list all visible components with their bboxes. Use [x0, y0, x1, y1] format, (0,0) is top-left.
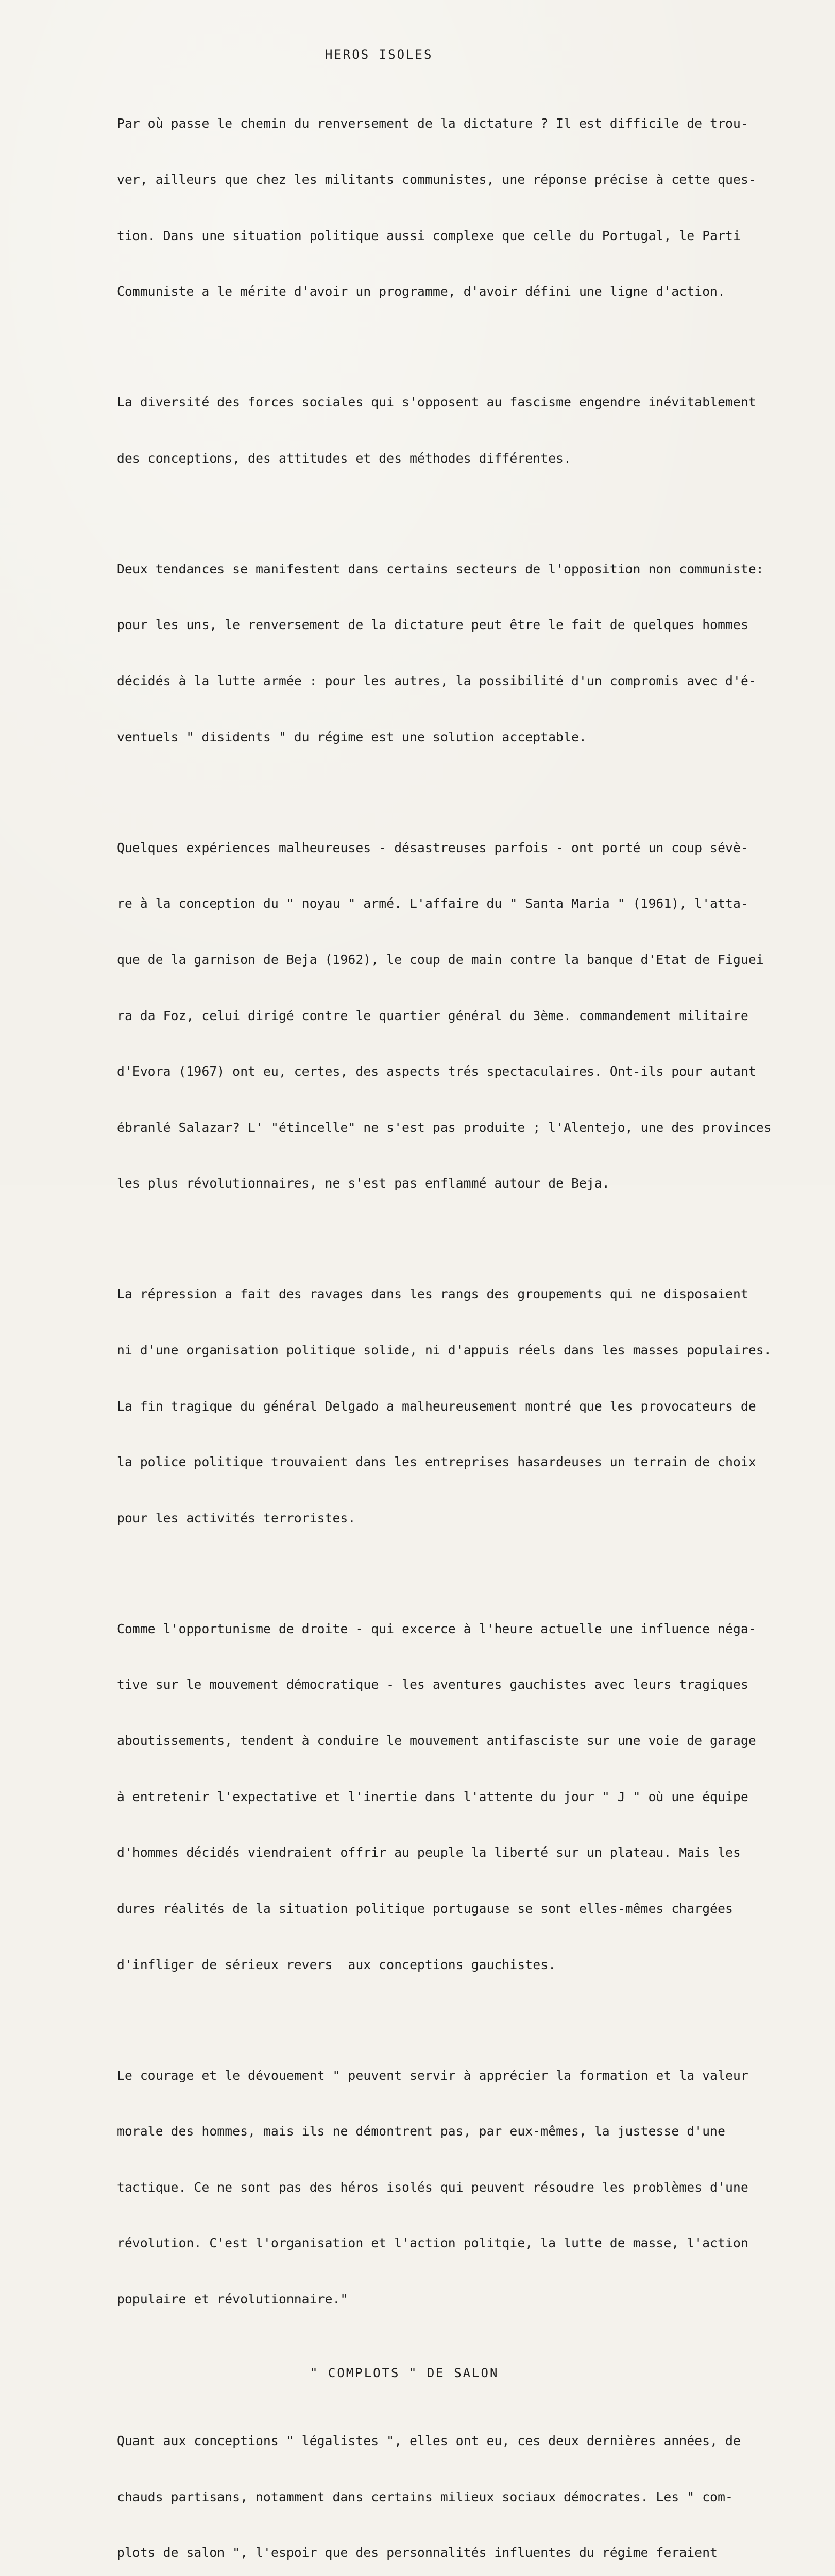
text-line: La fin tragique du général Delgado a malheureusement montré que les provocateurs de: [117, 1398, 756, 1414]
text-line: les plus révolutionnaires, ne s'est pas enflammé autour de Beja.: [117, 1176, 610, 1191]
text-line: des conceptions, des attitudes et des méthodes différentes.: [117, 450, 572, 466]
text-line: plots de salon ", l'espoir que des personnalités influentes du régime feraient: [117, 2545, 718, 2561]
paragraph: [117, 2029, 807, 2346]
text-line: Quant aux conceptions " légalistes ", elles ont eu, ces deux dernières années, de: [117, 2433, 741, 2448]
text-line: révolution. C'est l'organisation et l'action politqie, la lutte de masse, l'action: [117, 2235, 748, 2251]
text-line: La diversité des forces sociales qui s'opposent au fascisme engendre inévitablement: [117, 395, 756, 410]
text-line: que de la garnison de Beja (1962), le coup de main contre la banque d'Etat de Figuei: [117, 952, 764, 967]
text-line: ver, ailleurs que chez les militants communistes, une réponse précise à cette ques-: [117, 172, 756, 188]
section-2-paragraphs: [117, 2395, 807, 2576]
text-line: à entretenir l'expectative et l'inertie dans l'attente du jour " J " où une équipe: [117, 1789, 748, 1804]
paragraph: [117, 356, 807, 505]
paragraph: [117, 1582, 807, 2011]
text-line: Le courage et le dévouement " peuvent servir à apprécier la formation et la valeur: [117, 2067, 748, 2083]
text-line: tion. Dans une situation politique aussi complexe que celle du Portugal, le Parti: [117, 228, 741, 243]
document-body: [117, 45, 807, 2576]
text-line: Comme l'opportunisme de droite - qui excerce à l'heure actuelle une influence néga-: [117, 1621, 756, 1636]
paragraph: [117, 522, 807, 784]
text-line: Quelques expériences malheureuses - désastreuses parfois - ont porté un coup sévè-: [117, 840, 748, 855]
section-title-heros-isoles: HEROS ISOLES: [325, 47, 433, 62]
section-1-paragraphs: [117, 77, 807, 2346]
text-line: aboutissements, tendent à conduire le mouvement antifasciste sur une voie de garage: [117, 1733, 756, 1749]
text-line: ni d'une organisation politique solide, ni d'appuis réels dans les masses populaires.: [117, 1343, 772, 1358]
text-line: ventuels " disidents " du régime est une solution acceptable.: [117, 729, 587, 744]
paragraph: [117, 1248, 807, 1565]
paragraph: [117, 801, 807, 1230]
text-line: d'Evora (1967) ont eu, certes, des aspects trés spectaculaires. Ont-ils pour autant: [117, 1064, 756, 1079]
text-line: re à la conception du " noyau " armé. L'affaire du " Santa Maria " (1961), l'atta-: [117, 896, 748, 911]
text-line: dures réalités de la situation politique portugause se sont elles-mêmes chargées: [117, 1901, 734, 1916]
paragraph: [117, 2395, 807, 2576]
text-line: chauds partisans, notamment dans certains milieux sociaux démocrates. Les " com-: [117, 2489, 734, 2504]
text-line: Communiste a le mérite d'avoir un programme, d'avoir défini une ligne d'action.: [117, 284, 726, 299]
text-line: tactique. Ce ne sont pas des héros isolés qui peuvent résoudre les problèmes d'une: [117, 2179, 748, 2195]
text-line: pour les uns, le renversement de la dictature peut être le fait de quelques hommes: [117, 617, 748, 633]
text-line: ébranlé Salazar? L' "étincelle" ne s'est pas produite ; l'Alentejo, une des provinces: [117, 1120, 772, 1135]
text-line: décidés à la lutte armée : pour les autres, la possibilité d'un compromis avec d'é-: [117, 673, 756, 689]
text-line: Par où passe le chemin du renversement de la dictature ? Il est difficile de trou-: [117, 116, 748, 131]
text-line: morale des hommes, mais ils ne démontrent pas, par eux-mêmes, la justesse d'une: [117, 2124, 726, 2139]
text-line: d'hommes décidés viendraient offrir au peuple la liberté sur un plateau. Mais les: [117, 1845, 741, 1860]
text-line: tive sur le mouvement démocratique - les aventures gauchistes avec leurs tragiques: [117, 1677, 748, 1692]
text-line: d'infliger de sérieux revers aux conceptions gauchistes.: [117, 1957, 556, 1972]
text-line: la police politique trouvaient dans les entreprises hasardeuses un terrain de choix: [117, 1454, 756, 1470]
text-line: La répression a fait des ravages dans les rangs des groupements qui ne disposaient: [117, 1286, 748, 1302]
text-line: pour les activités terroristes.: [117, 1510, 356, 1526]
text-line: populaire et révolutionnaire.": [117, 2291, 348, 2307]
paragraph: [117, 77, 807, 338]
text-line: Deux tendances se manifestent dans certains secteurs de l'opposition non communiste:: [117, 561, 764, 577]
text-line: ra da Foz, celui dirigé contre le quartier général du 3ème. commandement militaire: [117, 1008, 748, 1023]
section-title-complots-de-salon: " COMPLOTS " DE SALON: [310, 2365, 499, 2380]
